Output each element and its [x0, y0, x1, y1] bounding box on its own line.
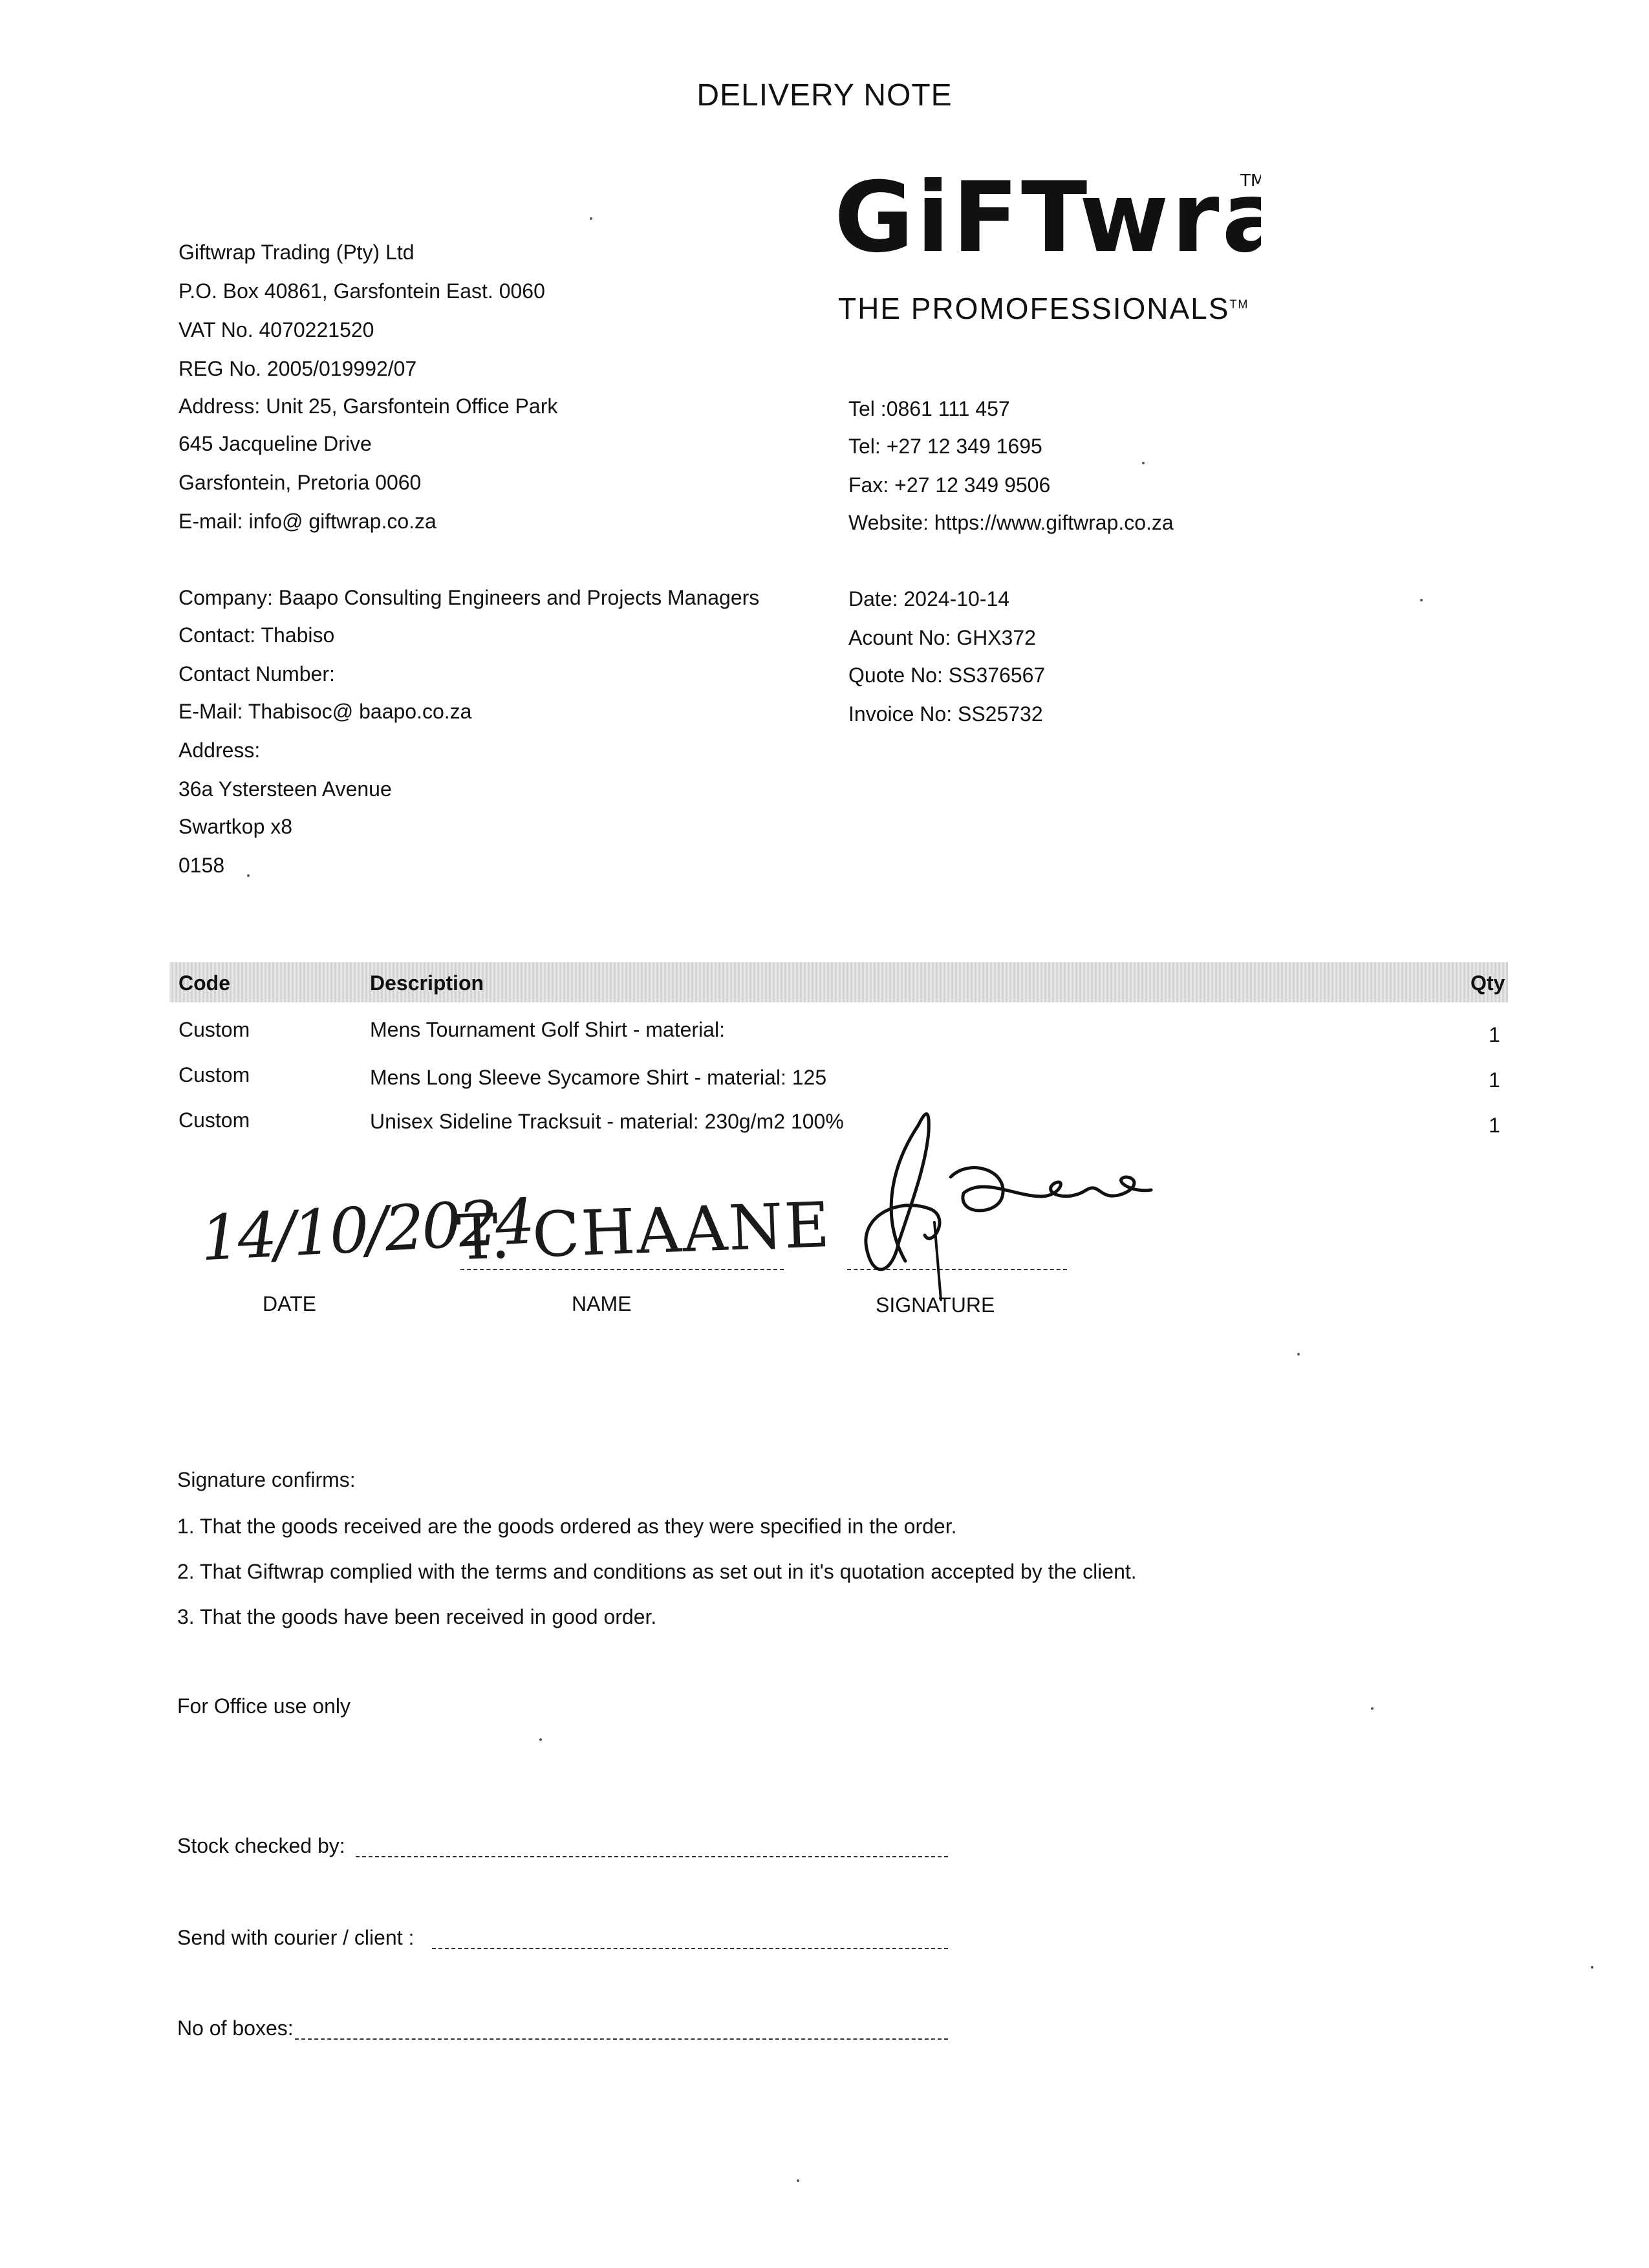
customer-contact-number: Contact Number: [178, 662, 335, 686]
boxes-line [295, 2038, 948, 2040]
contact-tel-2: Tel: +27 12 349 1695 [848, 435, 1042, 458]
customer-company: Company: Baapo Consulting Engineers and Projects Managers [178, 586, 760, 609]
giftwrap-logo [834, 160, 1261, 270]
logo-wordmark: GiFTwra [834, 162, 1261, 270]
customer-address-2: Swartkop x8 [178, 815, 293, 838]
supplier-reg: REG No. 2005/019992/07 [178, 357, 417, 380]
logo-tm: TM [1240, 171, 1261, 191]
contact-website: Website: https://www.giftwrap.co.za [848, 511, 1174, 534]
scan-speck [247, 874, 250, 877]
boxes-label: No of boxes: [177, 2016, 294, 2040]
scan-speck [1371, 1707, 1374, 1710]
scan-speck [539, 1738, 542, 1741]
supplier-name: Giftwrap Trading (Pty) Ltd [178, 241, 415, 264]
date-label: DATE [263, 1292, 316, 1315]
row-description: Unisex Sideline Tracksuit - material: 230g/m2 100% [370, 1110, 844, 1133]
supplier-address-2: 645 Jacqueline Drive [178, 432, 372, 455]
scan-speck [1142, 462, 1145, 464]
stock-checked-label: Stock checked by: [177, 1834, 345, 1857]
tagline-tm: TM [1229, 297, 1249, 311]
table-header-qty: Qty [1471, 971, 1505, 995]
stock-checked-line [356, 1856, 948, 1857]
row-code: Custom [178, 1108, 250, 1132]
row-qty: 1 [1489, 1023, 1500, 1046]
confirm-heading: Signature confirms: [177, 1468, 356, 1491]
meta-date: Date: 2024-10-14 [848, 587, 1010, 610]
contact-fax: Fax: +27 12 349 9506 [848, 473, 1051, 497]
row-description: Mens Tournament Golf Shirt - material: [370, 1018, 725, 1041]
customer-contact: Contact: Thabiso [178, 623, 335, 647]
meta-invoice: Invoice No: SS25732 [848, 702, 1043, 726]
supplier-email: E-mail: info@ giftwrap.co.za [178, 510, 436, 533]
tagline-text: THE PROMOFESSIONALS [838, 292, 1230, 325]
supplier-address-1: Address: Unit 25, Garsfontein Office Park [178, 394, 558, 418]
table-header-description: Description [370, 971, 484, 995]
signature-label: SIGNATURE [876, 1293, 995, 1317]
confirm-item: 2. That Giftwrap complied with the terms and conditions as set out in it's quotation accepted by the client. [177, 1560, 1137, 1583]
courier-label: Send with courier / client : [177, 1926, 415, 1949]
supplier-po-box: P.O. Box 40861, Garsfontein East. 0060 [178, 279, 545, 303]
customer-address-3: 0158 [178, 854, 225, 877]
contact-tel-1: Tel :0861 111 457 [848, 397, 1010, 420]
row-qty: 1 [1489, 1068, 1500, 1092]
row-code: Custom [178, 1018, 250, 1041]
scan-speck [1297, 1353, 1300, 1355]
courier-line [432, 1948, 948, 1949]
scan-speck [1591, 1966, 1593, 1969]
supplier-vat: VAT No. 4070221520 [178, 318, 374, 341]
logo-tagline [838, 291, 1249, 326]
row-description: Mens Long Sleeve Sycamore Shirt - material: 125 [370, 1066, 827, 1089]
confirm-item: 3. That the goods have been received in good order. [177, 1605, 657, 1628]
scan-speck [590, 217, 592, 220]
customer-address-1: 36a Ystersteen Avenue [178, 777, 392, 801]
handwritten-signature [854, 1086, 1158, 1319]
handwritten-name: T. CHAANE [455, 1188, 832, 1275]
table-header-code: Code [178, 971, 230, 995]
supplier-address-3: Garsfontein, Pretoria 0060 [178, 471, 422, 494]
meta-quote: Quote No: SS376567 [848, 664, 1046, 687]
scan-speck [797, 2179, 799, 2182]
document-title: DELIVERY NOTE [696, 78, 953, 113]
confirm-item: 1. That the goods received are the goods ordered as they were specified in the order. [177, 1515, 957, 1538]
row-code: Custom [178, 1063, 250, 1086]
office-heading: For Office use only [177, 1694, 350, 1718]
scan-speck [1420, 599, 1423, 601]
customer-address-label: Address: [178, 739, 261, 762]
name-label: NAME [572, 1292, 632, 1315]
row-qty: 1 [1489, 1114, 1500, 1137]
meta-account: Acount No: GHX372 [848, 626, 1036, 649]
handwritten-date: 14/10/2024 [199, 1185, 534, 1275]
customer-email: E-Mail: Thabisoc@ baapo.co.za [178, 700, 472, 723]
